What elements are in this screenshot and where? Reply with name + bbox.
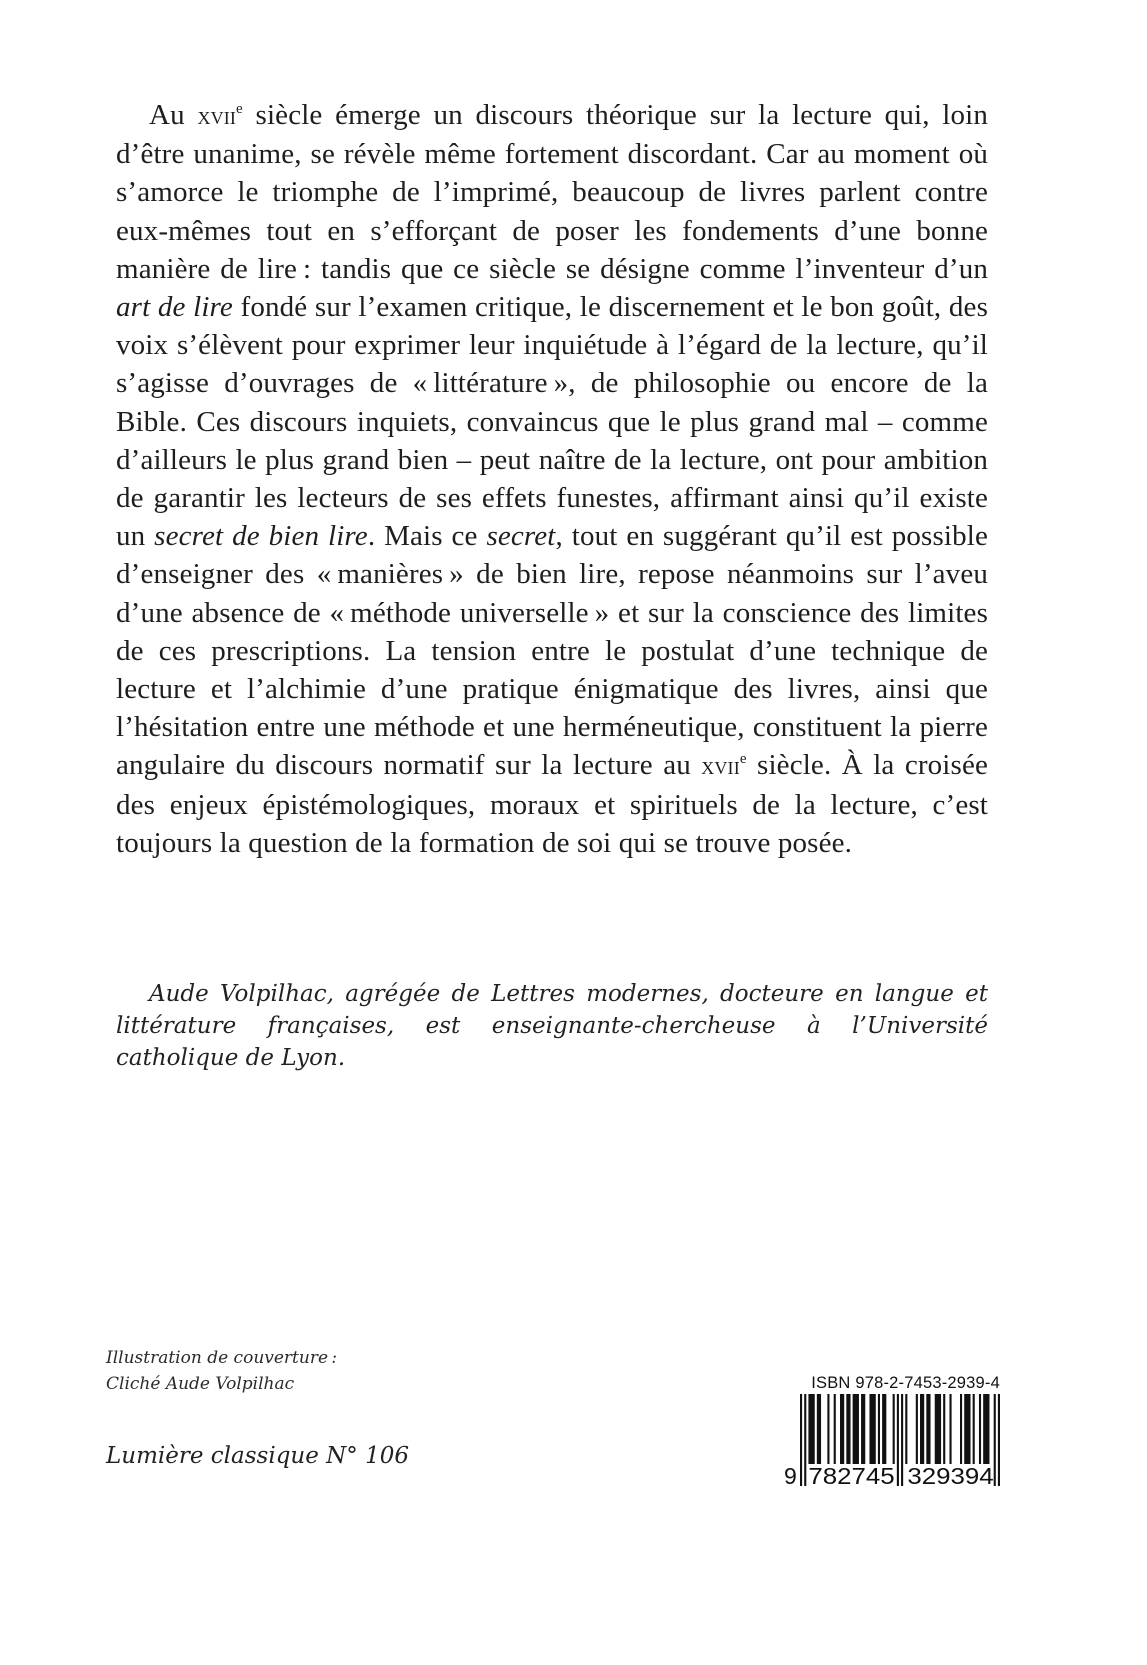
text-run: siècle émerge un discours théorique sur la lecture qui, loin d’être unanime, se révèle même fortement discordant. Car au moment où s’amorce le triomphe de l’imprimé, beaucoup de livres parlent contre eux-mêmes tout en s’efforçant de poser les fondements d’une bonne manière de lire : tandis que ce siècle se désigne comme l’inventeur d’un	[116, 99, 988, 285]
ordinal-superscript: e	[236, 101, 243, 117]
barcode-bar	[834, 1394, 836, 1464]
ean-first-digit: 9	[784, 1463, 797, 1489]
barcode-bar	[893, 1394, 895, 1464]
series-label: Lumière classique N° 106	[106, 1443, 409, 1469]
barcode-bar	[949, 1394, 951, 1464]
italic-phrase: art de lire	[116, 291, 233, 324]
barcode-bar	[960, 1394, 962, 1464]
barcode-bar	[827, 1394, 829, 1464]
barcode-bar	[935, 1394, 941, 1464]
ordinal-superscript: e	[739, 751, 747, 768]
text-run: . Mais ce	[367, 520, 487, 553]
text-run: fondé sur l’examen critique, le discernement et le bon goût, des voix s’élèvent pour exprimer leur inquiétude à l’égard de la lecture, qu’il s’agisse d’ouvrages de « littérature », de philosophie ou encore de la Bible. Ces discours inquiets, convaincus que le plus grand mal – comme d’ailleurs le plus grand bien – peut naître de la lecture, ont pour ambition de garantir les lecteurs de ses effets funestes, affirmant ainsi qu’il existe un	[116, 291, 989, 553]
ean-right-digits: 329394	[907, 1463, 994, 1489]
barcode-bar	[878, 1394, 880, 1464]
barcode-guard-bar	[994, 1394, 996, 1486]
barcode-guard-bar	[897, 1394, 899, 1486]
barcode-guard-bar	[998, 1394, 1000, 1486]
barcode-bar	[808, 1394, 814, 1464]
barcode-bar	[861, 1394, 865, 1464]
barcode-guard-bar	[800, 1394, 802, 1486]
barcode-bar	[979, 1394, 981, 1464]
italic-phrase: secret de bien lire	[154, 520, 368, 553]
barcode-bar	[926, 1394, 930, 1464]
text-run: Au	[149, 99, 198, 131]
barcode-bar	[869, 1394, 875, 1464]
barcode-bar	[840, 1394, 844, 1464]
credit-label: Illustration de couverture :	[106, 1348, 338, 1368]
barcode-guard-bar	[901, 1394, 903, 1486]
barcode-bar	[920, 1394, 924, 1464]
text-run: siècle. À la croisée des enjeux épistémologiques, moraux et spirituels de la lecture, c’est toujours la question de la formation de soi qui se trouve posée.	[116, 749, 988, 859]
century-numeral: xvii	[197, 101, 237, 130]
barcode-bar	[853, 1394, 859, 1464]
barcode-bar	[882, 1394, 886, 1464]
ean-left-digits: 782745	[808, 1463, 895, 1489]
barcode-bar	[964, 1394, 970, 1464]
barcode-guard-bar	[804, 1394, 806, 1486]
barcode-bar	[943, 1394, 945, 1464]
isbn-barcode-block	[784, 1374, 1000, 1489]
cover-illustration-credit	[106, 1345, 337, 1397]
barcode-bar	[983, 1394, 989, 1464]
barcode-bar	[916, 1394, 918, 1464]
credit-photographer: Cliché Aude Volpilhac	[106, 1374, 295, 1394]
barcode-bar	[817, 1394, 821, 1464]
blurb-paragraph	[116, 96, 988, 862]
barcode-bar	[846, 1394, 850, 1464]
century-numeral: xvii	[701, 751, 740, 781]
text-run: , tout en suggérant qu’il est possible d’enseigner des « manières » de bien lire, repose néanmoins sur l’aveu d’une absence de « méthode universelle » et sur la conscience des limites de ces prescriptions. La tension entre le postulat d’une technique de lecture et l’alchimie d’une pratique énigmatique des livres, ainsi que l’hésitation entre une méthode et une herméneutique, constituent la pierre angulaire du discours normatif sur la lecture au	[116, 520, 988, 782]
ean13-barcode	[784, 1394, 1000, 1489]
italic-phrase: secret	[486, 520, 556, 553]
isbn-label: ISBN 978-2-7453-2939-4	[811, 1374, 1000, 1392]
author-bio: Aude Volpilhac, agrégée de Lettres modernes, docteure en langue et littérature françaises, est enseignante-chercheuse à l’Université catholique de Lyon.	[116, 981, 988, 1071]
barcode-bar	[905, 1394, 907, 1464]
barcode-bar	[973, 1394, 975, 1464]
